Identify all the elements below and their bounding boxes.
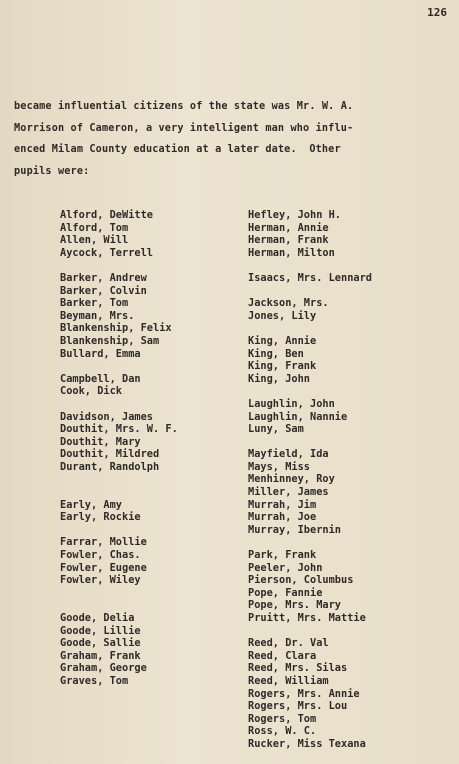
pupil-name: Laughlin, Nannie [248, 410, 348, 423]
list-gap [60, 524, 178, 537]
pupil-name: Park, Frank [248, 549, 317, 562]
intro-line: Morrison of Cameron, a very intelligent man who influ- [14, 122, 354, 134]
pupil-name: Reed, William [248, 674, 329, 687]
pupil-name: Murrah, Joe [248, 511, 317, 524]
pupil-name: Farrar, Mollie [60, 536, 147, 549]
list-gap [60, 486, 178, 499]
pupil-name: Herman, Annie [248, 221, 329, 234]
pupil-name: Barker, Andrew [60, 271, 147, 284]
list-gap [248, 385, 372, 398]
pupil-name: Beyman, Mrs. [60, 309, 135, 322]
pupil-name: Mayfield, Ida [248, 448, 329, 461]
pupil-name: Laughlin, John [248, 397, 335, 410]
pupil-name: Fowler, Eugene [60, 561, 147, 574]
pupil-name: Goode, Delia [60, 612, 135, 624]
pupil-name: Graham, Frank [60, 649, 141, 662]
list-gap [60, 259, 178, 272]
pupil-name: Peeler, John [248, 561, 323, 574]
list-gap [60, 360, 178, 373]
pupil-name: Reed, Clara [248, 649, 317, 662]
list-gap [60, 599, 178, 612]
pupil-name: King, Frank [248, 360, 317, 373]
pupil-name: Pierson, Columbus [248, 574, 354, 587]
pupil-name: Herman, Frank [248, 234, 329, 247]
list-gap [248, 536, 372, 549]
pupil-name: Fowler, Chas. [60, 549, 141, 562]
pupil-name: Goode, Sallie [60, 637, 141, 650]
list-gap [60, 473, 178, 486]
pupil-name: Isaacs, Mrs. Lennard [248, 271, 372, 284]
pupil-name: Herman, Milton [248, 246, 335, 259]
pupil-name: Barker, Colvin [60, 284, 147, 297]
pupil-name: Douthit, Mary [60, 435, 141, 448]
pupil-name: Pruitt, Mrs. Mattie [248, 612, 366, 624]
pupil-name: Reed, Dr. Val [248, 637, 329, 650]
pupil-name: Ross, W. C. [248, 725, 317, 738]
list-gap [60, 398, 178, 411]
intro-paragraph [14, 96, 444, 182]
pupil-name: Early, Amy [60, 498, 122, 511]
pupil-name: Blankenship, Felix [60, 322, 172, 335]
pupil-name: Douthit, Mildred [60, 448, 160, 461]
pupil-name: Alford, DeWitte [60, 209, 153, 221]
pupil-name: King, Annie [248, 334, 317, 347]
pupil-name: King, Ben [248, 347, 304, 360]
pupil-name: Mays, Miss [248, 460, 310, 473]
intro-line: pupils were: [14, 165, 90, 177]
pupil-name: Jackson, Mrs. [248, 297, 329, 310]
pupil-name: Miller, James [248, 486, 329, 499]
intro-line: enced Milam County education at a later date. Other [14, 144, 341, 155]
list-gap [248, 322, 372, 335]
pupil-name: Douthit, Mrs. W. F. [60, 423, 178, 436]
pupil-name: Goode, Lillie [60, 624, 141, 637]
pupil-name: Murray, Ibernin [248, 523, 341, 536]
pupil-name: Pope, Mrs. Mary [248, 599, 341, 612]
pupil-name: Aycock, Terrell [60, 246, 153, 259]
pupil-name: Alford, Tom [60, 221, 129, 234]
pupil-name: Hefley, John H. [248, 209, 341, 221]
pupil-list-right [248, 209, 372, 751]
pupil-name: Rogers, Mrs. Annie [248, 687, 360, 700]
pupil-name: Cook, Dick [60, 385, 122, 398]
list-gap [60, 587, 178, 600]
pupil-name: Luny, Sam [248, 423, 304, 436]
intro-line: became influential citizens of the state was Mr. W. A. [14, 101, 354, 112]
list-gap [248, 436, 372, 449]
pupil-name: Rogers, Tom [248, 712, 317, 725]
page-number: 126 [427, 6, 447, 19]
pupil-name: Allen, Will [60, 234, 129, 247]
pupil-name: Fowler, Wiley [60, 574, 141, 587]
pupil-name: Jones, Lily [248, 309, 317, 322]
pupil-name: King, John [248, 372, 310, 385]
pupil-name: Rucker, Miss Texana [248, 737, 366, 750]
pupil-name: Rogers, Mrs. Lou [248, 700, 348, 713]
list-gap [248, 625, 372, 638]
list-gap [248, 285, 372, 298]
pupil-name: Campbell, Dan [60, 372, 141, 385]
pupil-name: Menhinney, Roy [248, 473, 335, 486]
pupil-name: Blankenship, Sam [60, 334, 160, 347]
pupil-name: Early, Rockie [60, 511, 141, 524]
pupil-name: Davidson, James [60, 410, 153, 423]
pupil-name: Reed, Mrs. Silas [248, 662, 348, 675]
pupil-name: Graves, Tom [60, 674, 129, 687]
pupil-name: Durant, Randolph [60, 460, 160, 473]
pupil-list-left [60, 209, 178, 688]
list-gap [248, 259, 372, 272]
pupil-name: Barker, Tom [60, 297, 129, 310]
pupil-name: Pope, Fannie [248, 586, 323, 599]
pupil-name: Bullard, Emma [60, 347, 141, 360]
pupil-name: Graham, George [60, 662, 147, 675]
pupil-name: Murrah, Jim [248, 498, 317, 511]
